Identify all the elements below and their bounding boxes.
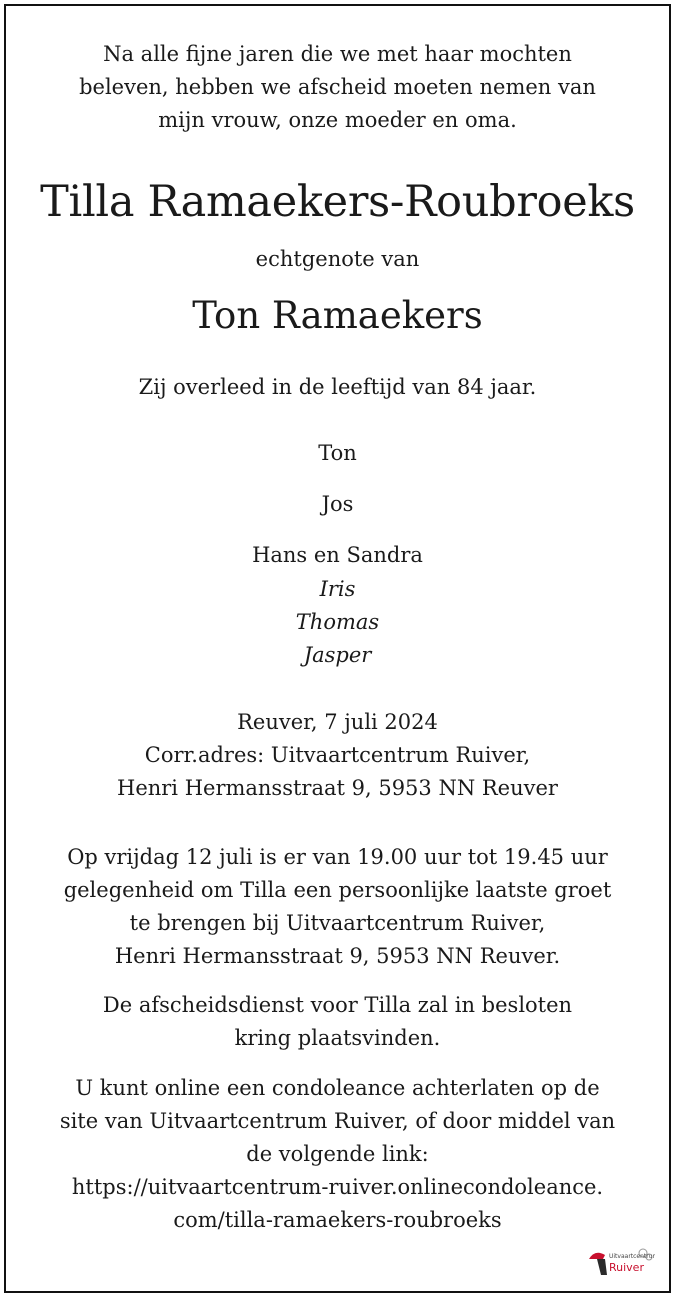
deceased-name: Tilla Ramaekers-Roubroeks	[40, 177, 635, 227]
intro-text	[6, 38, 669, 137]
family-member: Jos	[321, 492, 354, 516]
condolence-line: site van Uitvaartcentrum Ruiver, of door middel van	[59, 1109, 616, 1133]
condolence-line: de volgende link:	[246, 1142, 429, 1166]
grandchild-name: Iris	[319, 577, 356, 601]
service-text	[6, 989, 669, 1055]
grandchildren	[6, 573, 669, 672]
visitation-line: Op vrijdag 12 juli is er van 19.00 uur tot 19.45 uur	[67, 845, 608, 869]
spouse-name: Ton Ramaekers	[192, 294, 483, 337]
condolence-line: U kunt online een condoleance achterlaten op de	[75, 1076, 600, 1100]
visitation-line: Henri Hermansstraat 9, 5953 NN Reuver.	[114, 944, 561, 968]
visitation-line: gelegenheid om Tilla een persoonlijke laatste groet	[63, 878, 612, 902]
service-line: De afscheidsdienst voor Tilla zal in besloten	[102, 993, 573, 1017]
visitation-text	[6, 841, 669, 973]
place-date: Reuver, 7 juli 2024	[237, 710, 438, 734]
service-line: kring plaatsvinden.	[234, 1026, 441, 1050]
logo-mark	[589, 1253, 605, 1259]
intro-line: Na alle fijne jaren die we met haar mochten	[103, 42, 572, 66]
condolence-link[interactable]: https://uitvaartcentrum-ruiver.onlinecondoleance.	[71, 1175, 604, 1199]
intro-line: mijn vrouw, onze moeder en oma.	[158, 108, 517, 132]
condolence-link[interactable]: com/tilla-ramaekers-roubroeks	[173, 1208, 502, 1232]
correspondence-line: Corr.adres: Uitvaartcentrum Ruiver,	[144, 743, 531, 767]
condolence-text	[6, 1072, 669, 1237]
grandchild-name: Jasper	[303, 643, 372, 667]
age-line: Zij overleed in de leeftijd van 84 jaar.	[138, 375, 537, 399]
visitation-line: te brengen bij Uitvaartcentrum Ruiver,	[129, 911, 546, 935]
logo-top-text: Uitvaartcentrum	[609, 1253, 655, 1260]
obituary-notice	[4, 4, 671, 1293]
spouse-of-label: echtgenote van	[255, 247, 420, 271]
place-date-block	[6, 706, 669, 805]
family-member: Hans en Sandra	[252, 543, 423, 567]
intro-line: beleven, hebben we afscheid moeten nemen van	[79, 75, 596, 99]
grandchild-name: Thomas	[295, 610, 380, 634]
logo-main-text: Ruiver	[609, 1261, 644, 1274]
funeral-logo-icon	[585, 1245, 655, 1281]
correspondence-line: Henri Hermansstraat 9, 5953 NN Reuver	[117, 776, 558, 800]
family-member: Ton	[318, 441, 357, 465]
